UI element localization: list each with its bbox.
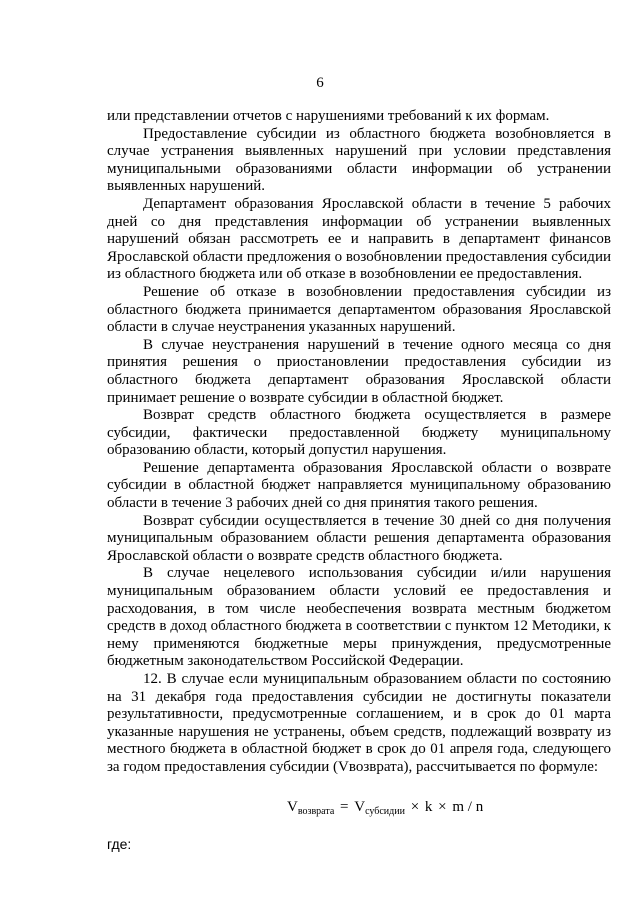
where-label: где: — [107, 835, 132, 852]
formula-lhs-symbol: V — [287, 798, 298, 815]
page-number: 6 — [316, 75, 324, 91]
formula-k: k — [424, 798, 433, 815]
formula-lhs-subscript: возврата — [297, 805, 335, 817]
paragraph-refund-period: Возврат субсидии осуществляется в течение 30 дней со дня получения муниципальным образованием области решения департамента образования Ярославской области о возврате средств областного бюджета. — [107, 512, 611, 564]
paragraph-non-elimination: В случае неустранения нарушений в течение одного месяца со дня принятия решения о приостановлении предоставления субсидии из областного бюджета департамент образования Ярославской области принимает решение о возврате субсидии в областной бюджет. — [107, 336, 611, 406]
formula-times-2: × — [438, 798, 447, 815]
formula-rhs-subscript: субсидии — [365, 805, 405, 817]
formula-times-1: × — [410, 798, 420, 815]
paragraph-refund-notice: Решение департамента образования Ярославской области о возврате субсидии в областной бюджет направляется муниципальному образованию области в течение 3 рабочих дней со дня принятия такого решения. — [107, 459, 611, 512]
formula-equals: = — [340, 798, 349, 815]
refund-formula — [107, 797, 611, 822]
paragraph-continuation: или представлении отчетов с нарушениями требований к их формам. — [107, 108, 550, 124]
document-body — [107, 108, 611, 853]
paragraph-refund-amount: Возврат средств областного бюджета осуществляется в размере субсидии, фактически предоставленной бюджету муниципальному образованию области, который допустил нарушения. — [107, 407, 611, 459]
paragraph-clause-12: 12. В случае если муниципальным образованием области по состоянию на 31 декабря года предоставления субсидии не достигнуты показатели результативности, предусмотренные соглашением, и в срок до 01 марта указанные нарушения не устранены, объем средств, подлежащий возврату из местного бюджета в областной бюджет в срок до 01 апреля года, следующего за годом предоставления субсидии (Vвозврата), рассчитывается по формуле: — [107, 671, 611, 775]
paragraph-misuse: В случае нецелевого использования субсидии и/или нарушения муниципальным образованием области условий ее предоставления и расходования, в том числе необеспечения возврата местным бюджетом средств в доход областного бюджета в соответствии с пунктом 12 Методики, к нему применяются бюджетные меры принуждения, предусмотренные бюджетным законодательством Российской Федерации. — [107, 565, 611, 670]
paragraph-resumption: Предоставление субсидии из областного бюджета возобновляется в случае устранения выявленных нарушений при условии представления муниципальными образованиями области информации об устранении выявленных нарушений. — [107, 125, 611, 195]
paragraph-refusal-decision: Решение об отказе в возобновлении предоставления субсидии из областного бюджета принимается департаментом образования Ярославской области в случае неустранения указанных нарушений. — [107, 283, 611, 336]
formula-rhs-symbol: V — [354, 798, 366, 815]
paragraph-department-review: Департамент образования Ярославской области в течение 5 рабочих дней со дня представления информации об устранении выявленных нарушений обязан рассмотреть ее и направить в департамент финансов Ярославской области предложения о возобновлении предоставления субсидии из областного бюджета или об отказе в возобновлении ее предоставления. — [107, 195, 611, 283]
formula-tail: m / n — [452, 798, 484, 815]
